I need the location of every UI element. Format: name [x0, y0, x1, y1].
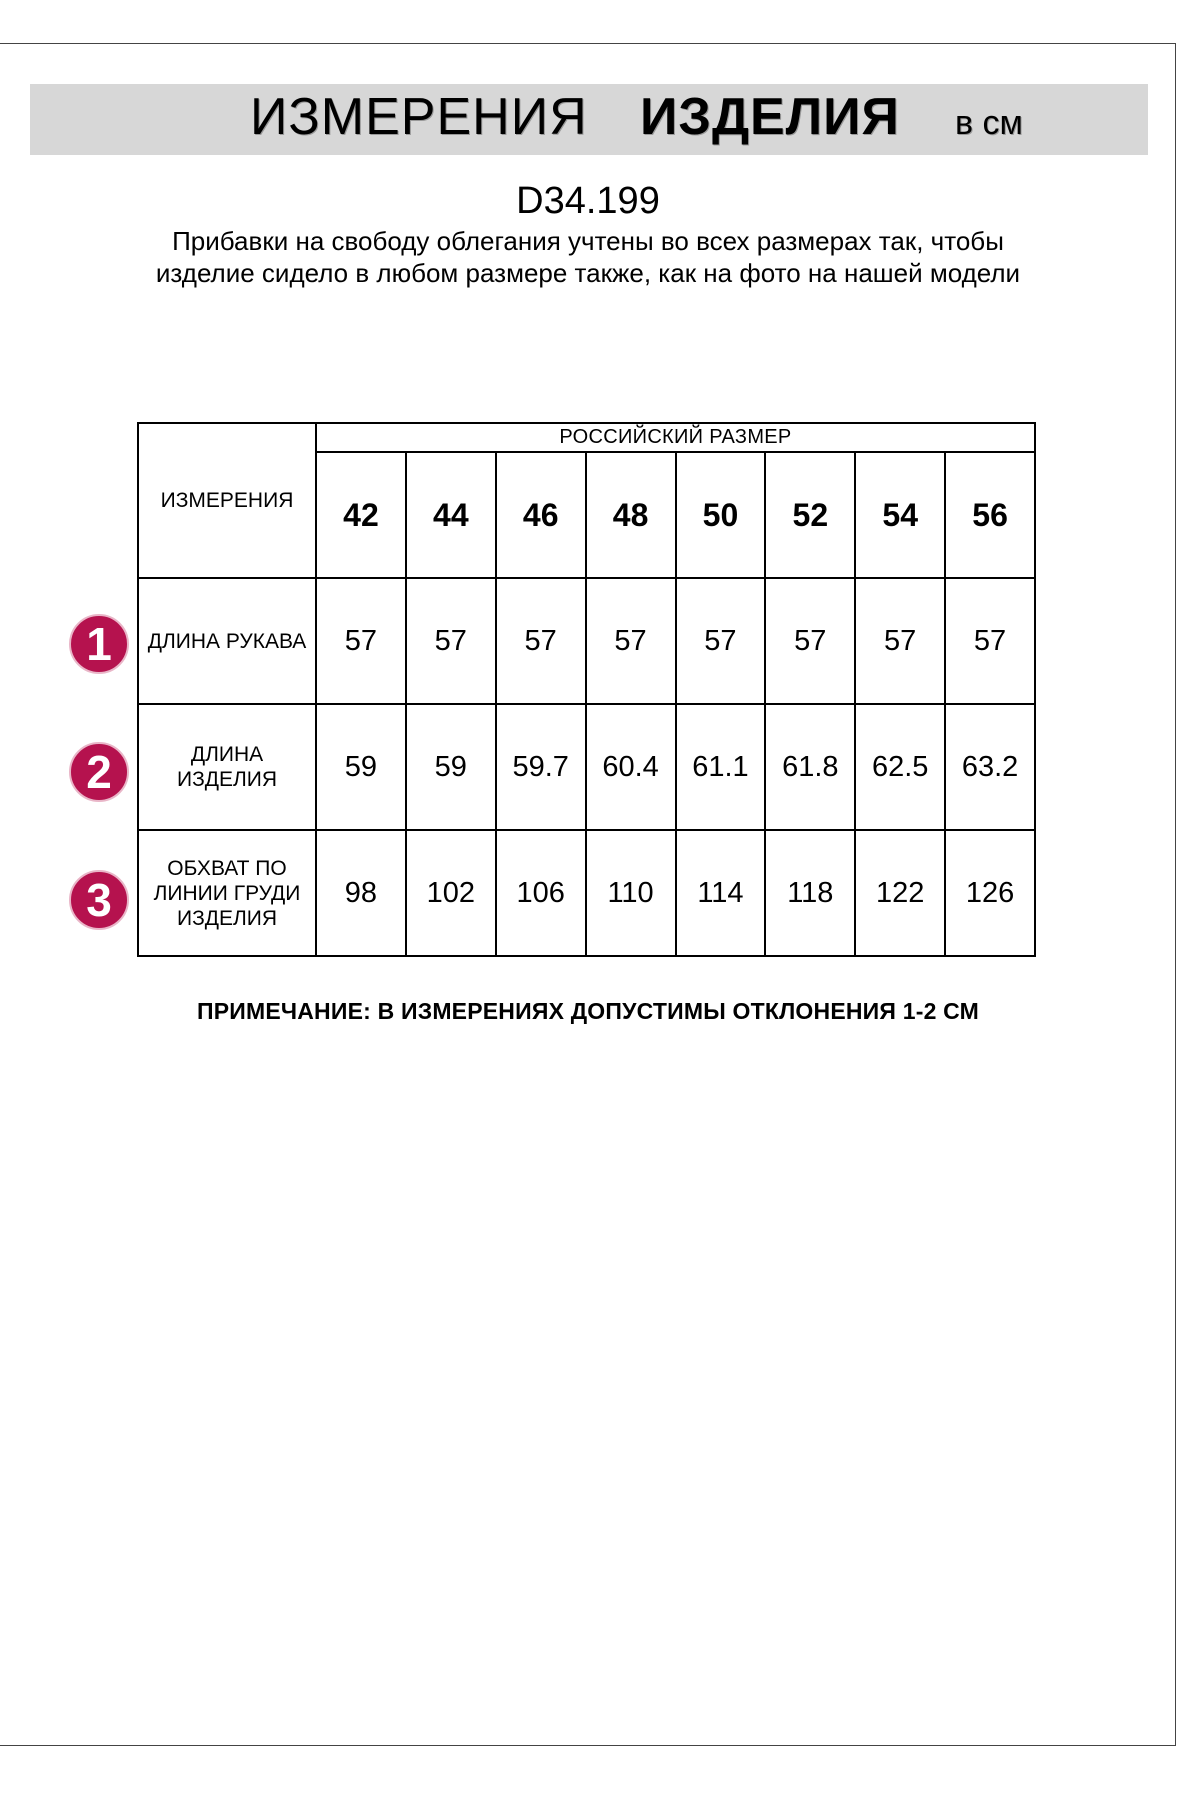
- size-group-header: РОССИЙСКИЙ РАЗМЕР: [316, 423, 1035, 452]
- table-cell: 61.8: [765, 704, 855, 830]
- table-cell: 57: [765, 578, 855, 704]
- table-row: [138, 578, 1035, 704]
- row-label-garment-length: [138, 704, 316, 830]
- row-label-text: ДЛИНА ИЗДЕЛИЯ: [176, 743, 278, 791]
- article-number: D34.199: [516, 180, 660, 222]
- table-cell: 110: [586, 830, 676, 956]
- table-cell: 122: [855, 830, 945, 956]
- table-cell: 61.1: [676, 704, 766, 830]
- row-number-badge-2: 2: [69, 742, 129, 802]
- table-row: [138, 704, 1035, 830]
- intro-text: Прибавки на свободу облегания учтены во всех размерах так, чтобы изделие сидело в любом размере также, как на фото на нашей модели: [155, 226, 1021, 288]
- table-cell: 59.7: [496, 704, 586, 830]
- size-header: 46: [496, 452, 586, 578]
- table-cell: 98: [316, 830, 406, 956]
- table-cell: 57: [496, 578, 586, 704]
- size-header: 44: [406, 452, 496, 578]
- table-cell: 63.2: [945, 704, 1035, 830]
- size-header: 54: [855, 452, 945, 578]
- size-header: 52: [765, 452, 855, 578]
- size-header: 50: [676, 452, 766, 578]
- table-cell: 62.5: [855, 704, 945, 830]
- row-label-sleeve-length: ДЛИНА РУКАВА: [138, 578, 316, 704]
- table-cell: 102: [406, 830, 496, 956]
- measurements-header: ИЗМЕРЕНИЯ: [138, 423, 316, 578]
- table-cell: 59: [316, 704, 406, 830]
- title-product: ИЗДЕЛИЯ: [640, 88, 900, 146]
- table-cell: 114: [676, 830, 766, 956]
- table-cell: 57: [945, 578, 1035, 704]
- table-cell: 57: [676, 578, 766, 704]
- title-measurements: ИЗМЕРЕНИЯ: [250, 88, 588, 146]
- table-cell: 57: [316, 578, 406, 704]
- table-cell: 118: [765, 830, 855, 956]
- table-cell: 60.4: [586, 704, 676, 830]
- row-number-badge-3: 3: [69, 870, 129, 930]
- table-cell: 126: [945, 830, 1035, 956]
- table-cell: 57: [586, 578, 676, 704]
- table-cell: 59: [406, 704, 496, 830]
- deviation-note: ПРИМЕЧАНИЕ: В ИЗМЕРЕНИЯХ ДОПУСТИМЫ ОТКЛОНЕНИЯ 1-2 СМ: [196, 998, 980, 1024]
- table-cell: 57: [855, 578, 945, 704]
- size-header: 56: [945, 452, 1035, 578]
- size-header: 48: [586, 452, 676, 578]
- row-number-badge-1: 1: [69, 614, 129, 674]
- title-unit: в см: [955, 104, 1023, 142]
- table-cell: 106: [496, 830, 586, 956]
- size-table: [137, 422, 1036, 957]
- table-cell: 57: [406, 578, 496, 704]
- table-row: [138, 830, 1035, 956]
- row-label-chest-girth: [138, 830, 316, 956]
- row-label-text: ОБХВАТ ПО ЛИНИИ ГРУДИ ИЗДЕЛИЯ: [153, 856, 301, 930]
- size-header: 42: [316, 452, 406, 578]
